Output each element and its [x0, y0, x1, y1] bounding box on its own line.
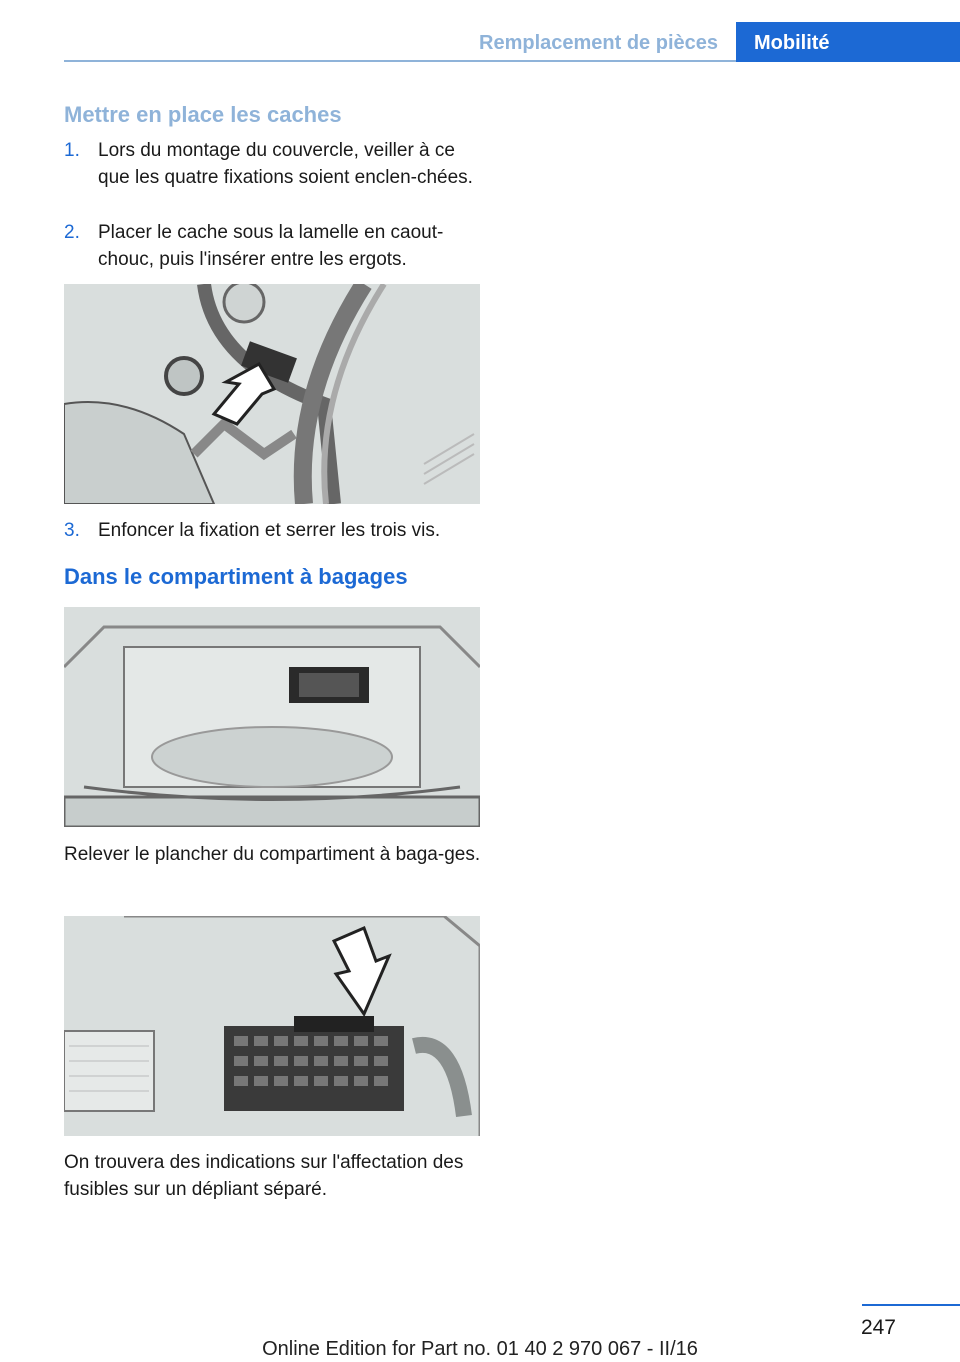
list-item: [64, 517, 484, 544]
step-text: Lors du montage du couvercle, veiller à ce que les quatre fixations soient enclen-chées.: [98, 140, 473, 188]
step-text: Enfoncer la fixation et serrer les trois vis.: [98, 520, 441, 541]
subheading: Mettre en place les caches: [64, 102, 342, 127]
figure-fuse-box: [64, 916, 480, 1136]
figure-trunk-floor: [64, 607, 480, 827]
fuse-box-illustration: [64, 916, 480, 1136]
paragraph: Relever le plancher du compartiment à baga-ges.: [64, 844, 481, 865]
step-number: 3.: [64, 520, 80, 541]
step-number: 1.: [64, 140, 80, 161]
footer-rule: [862, 1304, 960, 1306]
section-heading: Dans le compartiment à bagages: [64, 564, 408, 589]
paragraph: On trouvera des indications sur l'affectation des fusibles sur un dépliant séparé.: [64, 1152, 464, 1200]
list-item: [64, 137, 484, 191]
step-text: Placer le cache sous la lamelle en caout-chouc, puis l'insérer entre les ergots.: [98, 222, 444, 270]
edition-note: Online Edition for Part no. 01 40 2 970 067 - II/16: [262, 1338, 698, 1360]
list-item: [64, 219, 484, 273]
header-section-title: Remplacement de pièces: [479, 32, 718, 54]
step-number: 2.: [64, 222, 80, 243]
trunk-floor-illustration: [64, 607, 480, 827]
cover-clips-illustration: [64, 284, 480, 504]
page-number: 247: [860, 1316, 896, 1339]
figure-cover-clips: [64, 284, 480, 504]
header-chapter-tab[interactable]: Mobilité: [736, 22, 960, 62]
